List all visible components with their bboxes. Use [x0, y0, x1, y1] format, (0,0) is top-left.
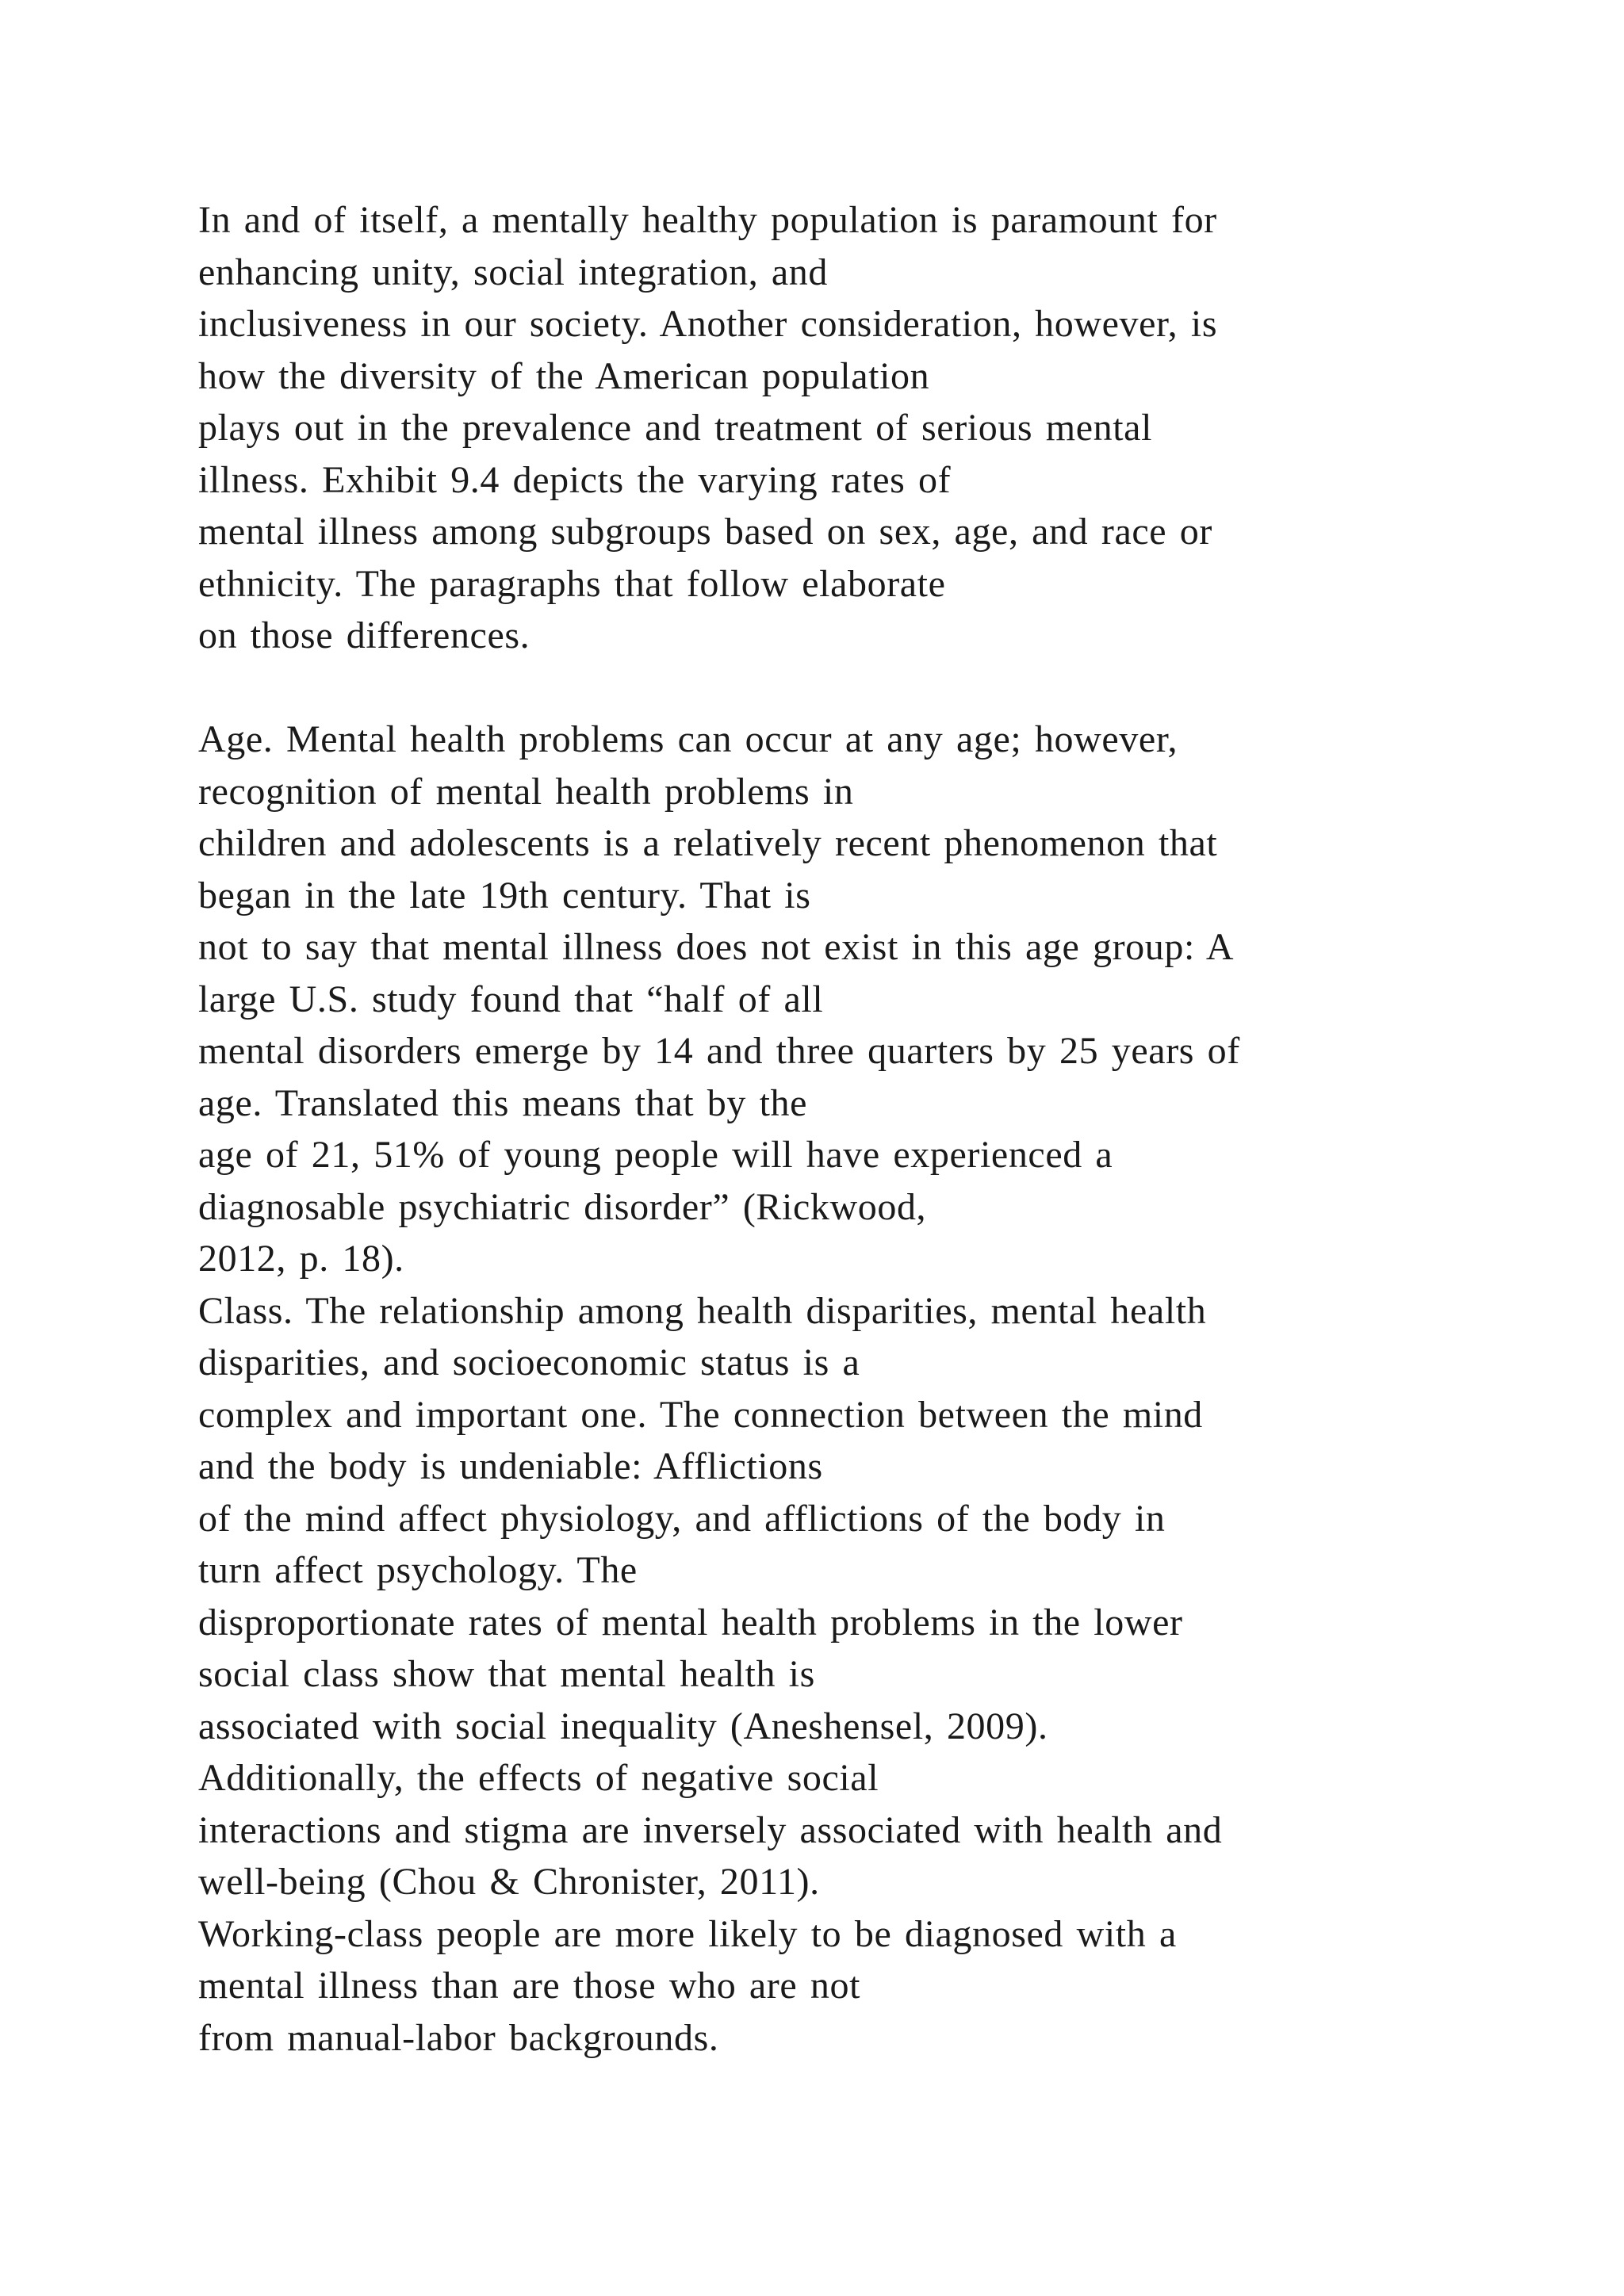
text-line: 2012, p. 18).: [198, 1238, 404, 1280]
text-line: complex and important one. The connection between the mind: [198, 1393, 1203, 1436]
text-line: of the mind affect physiology, and afflictions of the body in: [198, 1497, 1166, 1540]
text-line: age. Translated this means that by the: [198, 1081, 808, 1124]
text-line: began in the late 19th century. That is: [198, 874, 811, 916]
text-line: well-being (Chou & Chronister, 2011).: [198, 1861, 820, 1903]
text-line: plays out in the prevalence and treatment of serious mental: [198, 407, 1153, 449]
text-line: from manual-labor backgrounds.: [198, 2016, 719, 2059]
text-line: associated with social inequality (Aneshensel, 2009).: [198, 1705, 1048, 1747]
text-line: disproportionate rates of mental health problems in the lower: [198, 1601, 1183, 1644]
text-line: Additionally, the effects of negative social: [198, 1757, 879, 1799]
text-line: Working-class people are more likely to be diagnosed with a: [198, 1912, 1177, 1955]
text-line: inclusiveness in our society. Another consideration, however, is: [198, 303, 1218, 345]
text-line: diagnosable psychiatric disorder” (Rickwood,: [198, 1185, 927, 1228]
text-line: mental illness than are those who are not: [198, 1965, 861, 2007]
text-line: illness. Exhibit 9.4 depicts the varying rates of: [198, 458, 952, 501]
text-line: Class. The relationship among health disparities, mental health: [198, 1289, 1207, 1332]
text-line: enhancing unity, social integration, and: [198, 251, 829, 293]
text-line: ethnicity. The paragraphs that follow elaborate: [198, 562, 946, 605]
text-line: Age. Mental health problems can occur at any age; however,: [198, 718, 1178, 760]
text-line: In and of itself, a mentally healthy population is paramount for: [198, 199, 1217, 241]
text-line: recognition of mental health problems in: [198, 770, 854, 813]
text-line: on those differences.: [198, 614, 530, 656]
text-line: social class show that mental health is: [198, 1653, 815, 1695]
text-line: interactions and stigma are inversely associated with health and: [198, 1808, 1223, 1851]
text-line: mental illness among subgroups based on sex, age, and race or: [198, 511, 1212, 553]
text-line: disparities, and socioeconomic status is a: [198, 1341, 860, 1383]
body-text: [198, 194, 1546, 2064]
text-line: mental disorders emerge by 14 and three quarters by 25 years of: [198, 1030, 1240, 1072]
paragraph-break: [198, 662, 1546, 714]
text-line: not to say that mental illness does not exist in this age group: A: [198, 926, 1235, 968]
text-line: large U.S. study found that “half of all: [198, 978, 824, 1020]
text-line: how the diversity of the American population: [198, 354, 930, 397]
text-line: and the body is undeniable: Afflictions: [198, 1445, 823, 1487]
text-line: age of 21, 51% of young people will have experienced a: [198, 1134, 1113, 1176]
text-line: children and adolescents is a relatively recent phenomenon that: [198, 822, 1218, 864]
text-line: turn affect psychology. The: [198, 1549, 638, 1591]
